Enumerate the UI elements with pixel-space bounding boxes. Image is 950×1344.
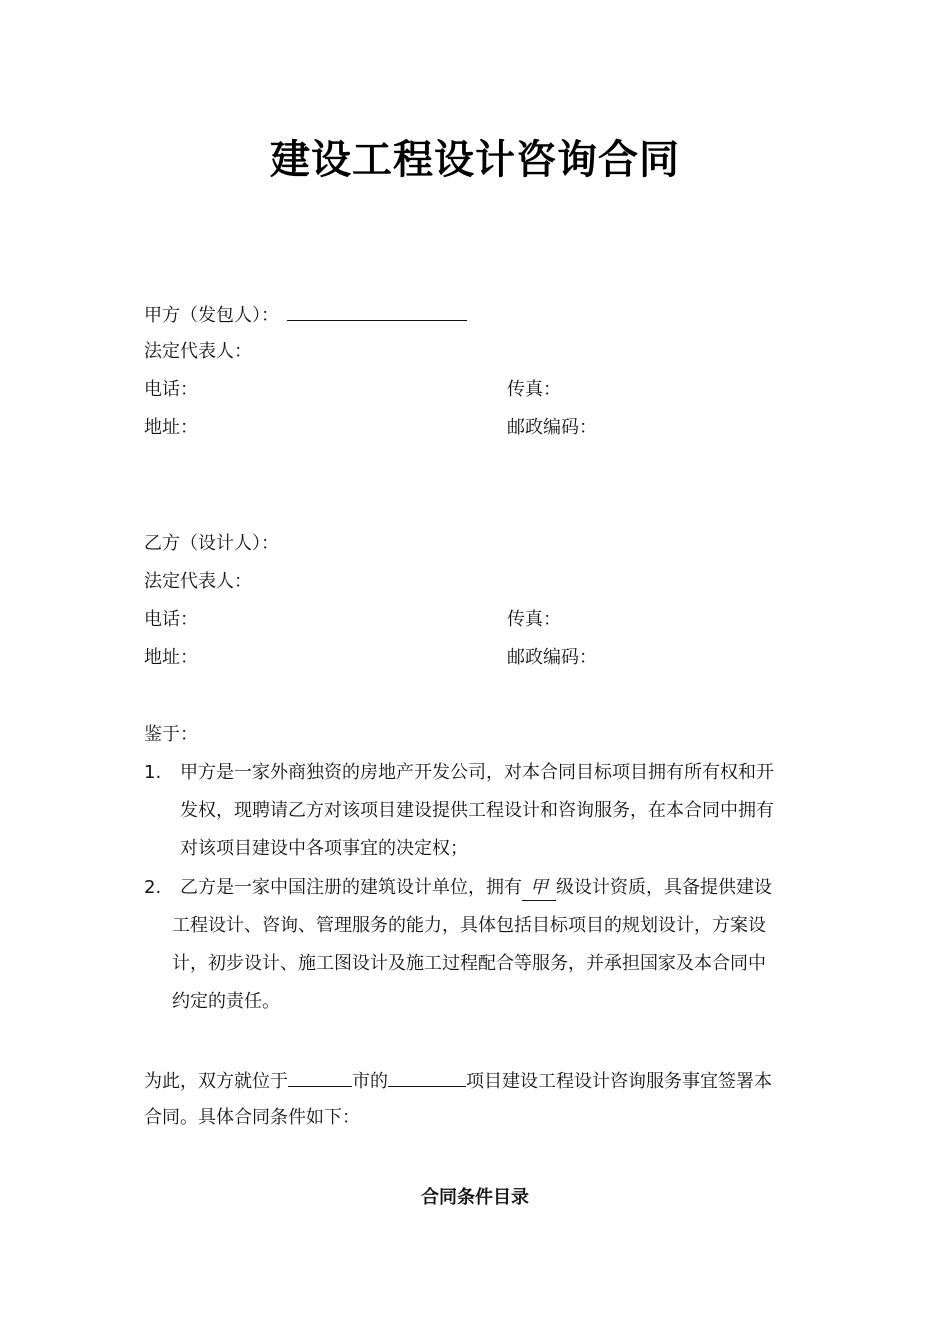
toc-title: 合同条件目录 — [421, 1187, 529, 1208]
closing-line1 — [144, 1068, 772, 1094]
whereas-item2-line3: 计，初步设计、施工图设计及施工过程配合等服务，并承担国家及本合同中 — [172, 953, 766, 974]
party-a-label: 甲方（发包人）： — [144, 305, 279, 326]
whereas-label: 鉴于： — [144, 724, 198, 745]
closing-line2: 合同。具体合同条件如下： — [144, 1107, 360, 1128]
whereas-item2-line1 — [180, 876, 772, 901]
page-title: 建设工程设计咨询合同 — [270, 137, 680, 183]
party-a-rep: 法定代表人： — [144, 341, 252, 362]
city-blank[interactable] — [288, 1068, 352, 1087]
closing-mid: 市的 — [352, 1071, 388, 1092]
party-b-label: 乙方（设计人）： — [144, 533, 279, 554]
item2-text-post: 级设计资质，具备提供建设 — [556, 877, 772, 898]
whereas-item1-number: 1. — [144, 762, 162, 783]
party-a-postcode: 邮政编码： — [507, 417, 597, 438]
party-b-postcode: 邮政编码： — [507, 647, 597, 668]
party-a-blank[interactable] — [287, 302, 467, 321]
whereas-item2-number: 2. — [144, 877, 162, 898]
party-a-phone: 电话： — [144, 379, 198, 400]
party-b-phone: 电话： — [144, 609, 198, 630]
closing-pre: 为此，双方就位于 — [144, 1071, 288, 1092]
whereas-item1-line2: 发权，现聘请乙方对该项目建设提供工程设计和咨询服务，在本合同中拥有 — [180, 800, 774, 821]
party-b-address: 地址： — [144, 647, 198, 668]
whereas-item1-line1: 甲方是一家外商独资的房地产开发公司，对本合同目标项目拥有所有权和开 — [180, 762, 774, 783]
party-a-line — [144, 302, 467, 328]
whereas-item2-line4: 约定的责任。 — [172, 991, 280, 1012]
design-grade: 甲 — [522, 876, 556, 901]
party-a-address: 地址： — [144, 417, 198, 438]
party-a-fax: 传真： — [507, 379, 561, 400]
party-b-rep: 法定代表人： — [144, 571, 252, 592]
whereas-item1-line3: 对该项目建设中各项事宜的决定权； — [180, 838, 468, 859]
project-blank[interactable] — [388, 1068, 466, 1087]
closing-post: 项目建设工程设计咨询服务事宜签署本 — [466, 1071, 772, 1092]
party-b-fax: 传真： — [507, 609, 561, 630]
item2-text-pre: 乙方是一家中国注册的建筑设计单位，拥有 — [180, 877, 522, 898]
whereas-item2-line2: 工程设计、咨询、管理服务的能力，具体包括目标项目的规划设计，方案设 — [172, 915, 766, 936]
